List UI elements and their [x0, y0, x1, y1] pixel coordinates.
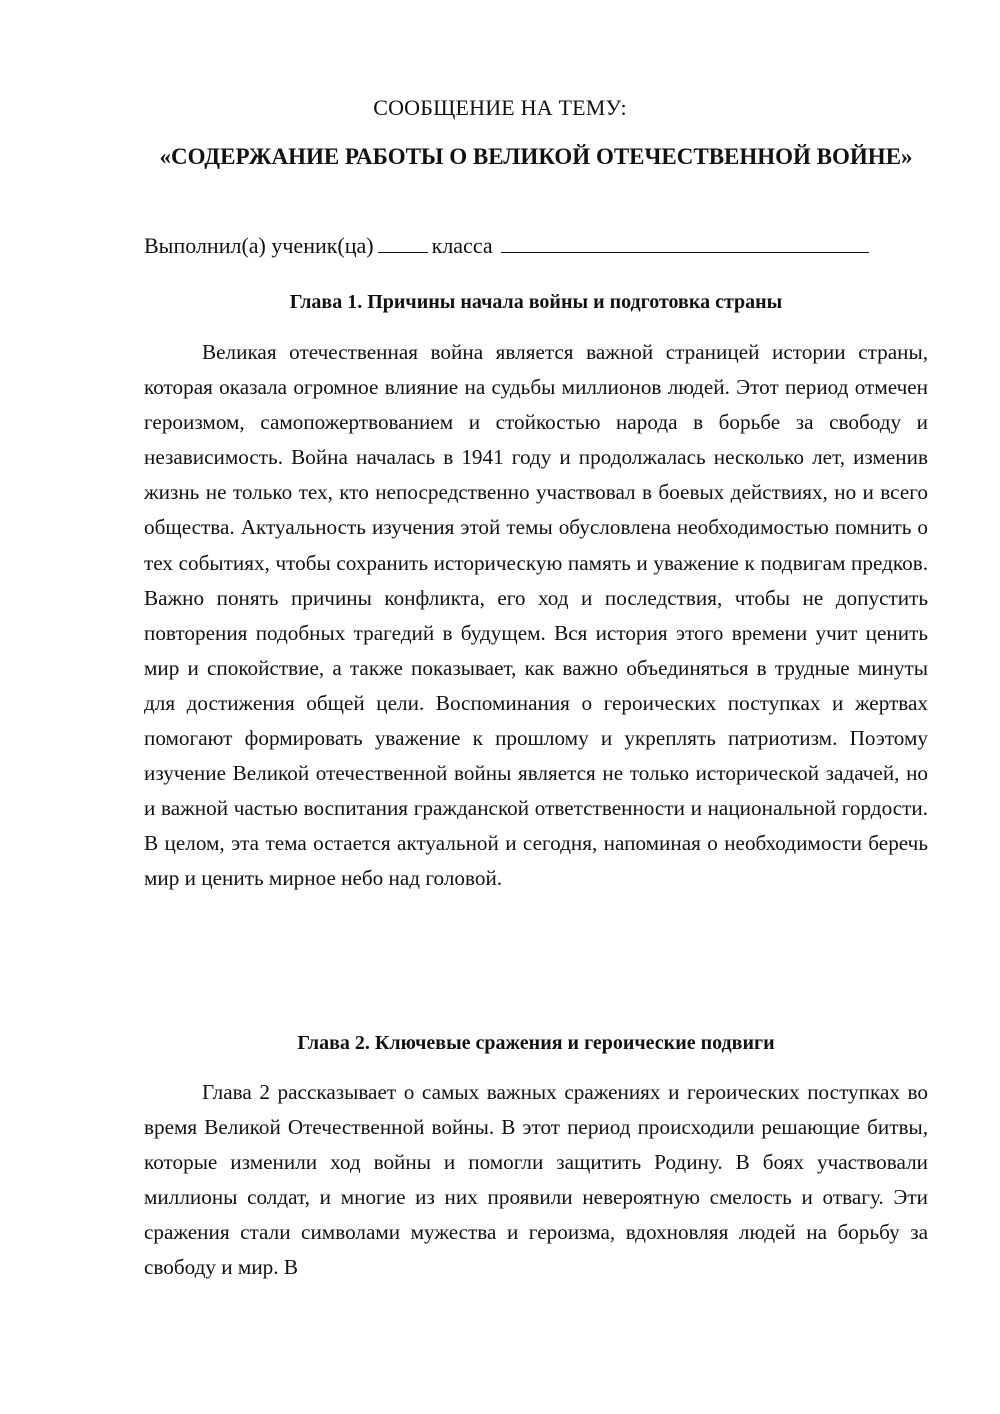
author-line: [144, 231, 934, 261]
author-prefix: Выполнил(а) ученик(ца): [144, 233, 374, 258]
document-title: «СОДЕРЖАНИЕ РАБОТЫ О ВЕЛИКОЙ ОТЕЧЕСТВЕННОЙ ВОЙНЕ»: [159, 144, 913, 169]
grade-blank: [378, 234, 428, 253]
name-blank: [501, 234, 869, 253]
report-label: СООБЩЕНИЕ НА ТЕМУ:: [373, 95, 627, 120]
chapter-2-paragraph: Глава 2 рассказывает о самых важных сражениях и героических поступках во время Великой Отечественной войны. В этот период происходили решающие битвы, которые изменили ход войны и помогли защитить Родину. В боях участвовали миллионы солдат, и многие из них проявили невероятную смелость и отвагу. Эти сражения стали символами мужества и героизма, вдохновляя людей на борьбу за свободу и мир. В: [144, 1080, 928, 1280]
class-word: класса: [431, 233, 493, 258]
chapter-2-heading: Глава 2. Ключевые сражения и героические подвиги: [297, 1032, 775, 1054]
chapter-1-heading: Глава 1. Причины начала войны и подготовка страны: [289, 291, 783, 313]
chapter-1-paragraph: Великая отечественная война является важной страницей истории страны, которая оказала огромное влияние на судьбы миллионов людей. Этот период отмечен героизмом, самопожертвованием и стойкостью народа в борьбе за свободу и независимость. Война началась в 1941 году и продолжалась несколько лет, изменив жизнь не только тех, кто непосредственно участвовал в боевых действиях, но и всего общества. Актуальность изучения этой темы обусловлена необходимостью помнить о тех событиях, чтобы сохранить историческую память и уважение к подвигам предков. Важно понять причины конфликта, его ход и последствия, чтобы не допустить повторения подобных трагедий в будущем. Вся история этого времени учит ценить мир и спокойствие, а также показывает, как важно объединяться в трудные минуты для достижения общей цели. Воспоминания о героических поступках и жертвах помогают формировать уважение к прошлому и укреплять патриотизм. Поэтому изучение Великой отечественной войны является не только исторической задачей, но и важной частью воспитания гражданской ответственности и национальной гордости. В целом, эта тема остается актуальной и сегодня, напоминая о необходимости беречь мир и ценить мирное небо над головой.: [144, 340, 928, 891]
